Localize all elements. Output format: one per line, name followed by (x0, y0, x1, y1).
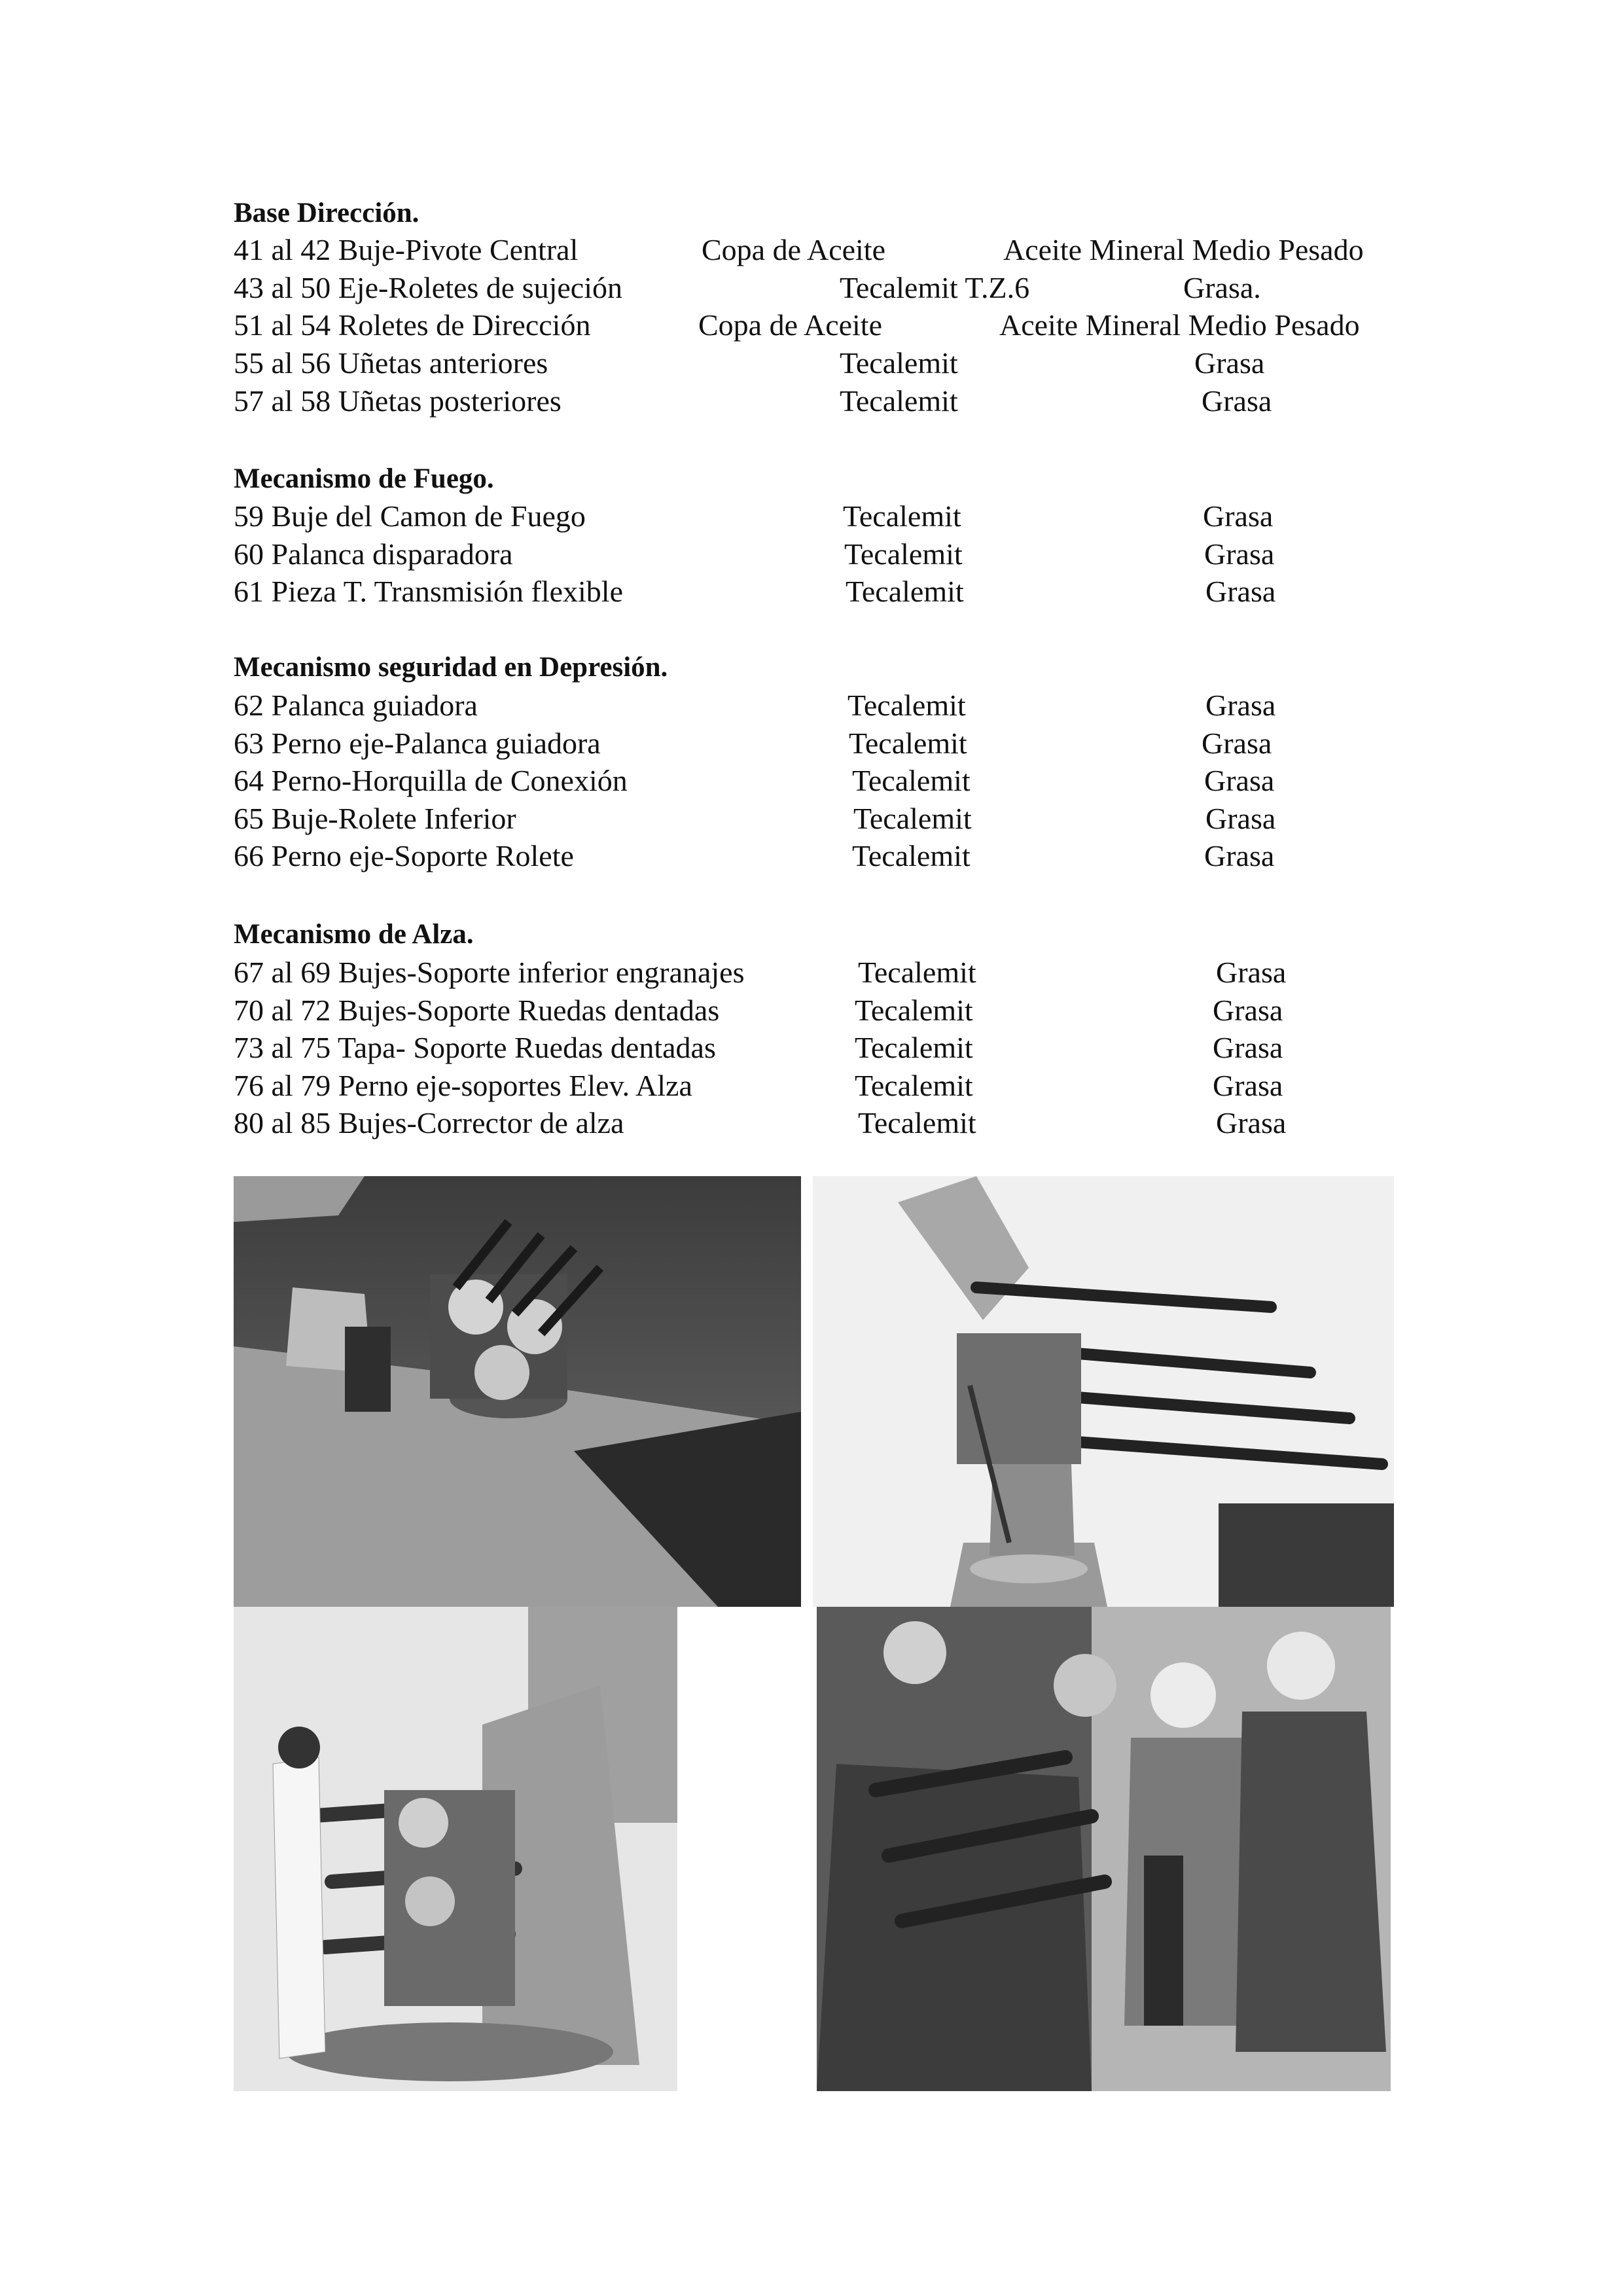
method-cell: Tecalemit (852, 764, 971, 797)
photo-two-sailors-with-gun (817, 1607, 1391, 2091)
table-row (0, 955, 1623, 993)
table-row (0, 763, 1623, 801)
part-cell: 73 al 75 Tapa- Soporte Ruedas dentadas (234, 1031, 716, 1064)
method-cell: Tecalemit (855, 1031, 973, 1064)
table-row (0, 838, 1623, 876)
table-row (0, 1030, 1623, 1068)
table-row (0, 346, 1623, 384)
lubricant-cell: Grasa (1194, 346, 1265, 380)
part-cell: 43 al 50 Eje-Roletes de sujeción (234, 271, 623, 304)
method-cell: Copa de Aceite (702, 233, 886, 266)
part-cell: 70 al 72 Bujes-Soporte Ruedas dentadas (234, 994, 720, 1027)
section-heading-seguridad-depresion: Mecanismo seguridad en Depresión. (234, 652, 668, 683)
method-cell: Tecalemit (840, 346, 958, 380)
table-row (0, 993, 1623, 1031)
photo-deck-gun-at-sea (234, 1176, 801, 1607)
part-cell: 64 Perno-Horquilla de Conexión (234, 764, 628, 797)
lubricant-cell: Grasa (1213, 1069, 1283, 1102)
lubricant-cell: Grasa (1203, 499, 1274, 533)
table-row (0, 801, 1623, 839)
table-row (0, 232, 1623, 270)
part-cell: 66 Perno eje-Soporte Rolete (234, 839, 574, 872)
table-row (0, 499, 1623, 537)
method-cell: Tecalemit (855, 994, 973, 1027)
part-cell: 61 Pieza T. Transmisión flexible (234, 575, 623, 608)
part-cell: 55 al 56 Uñetas anteriores (234, 346, 548, 380)
part-cell: 59 Buje del Camon de Fuego (234, 499, 586, 533)
method-cell: Tecalemit (858, 956, 976, 989)
photo-sailor-operating-gun (234, 1607, 677, 2091)
table-row (0, 574, 1623, 612)
lubricant-cell: Grasa (1205, 689, 1276, 722)
method-cell: Tecalemit (846, 575, 964, 608)
part-cell: 62 Palanca guiadora (234, 689, 478, 722)
section-heading-mecanismo-fuego: Mecanismo de Fuego. (234, 463, 494, 494)
method-cell: Tecalemit (847, 689, 966, 722)
part-cell: 51 al 54 Roletes de Dirección (234, 308, 591, 342)
table-row (0, 270, 1623, 308)
table-row (0, 726, 1623, 764)
lubricant-cell: Grasa (1213, 1031, 1283, 1064)
table-row (0, 688, 1623, 726)
table-row (0, 537, 1623, 575)
lubricant-cell: Aceite Mineral Medio Pesado (999, 308, 1360, 342)
method-cell: Tecalemit (855, 1069, 973, 1102)
lubricant-cell: Grasa (1202, 726, 1272, 760)
lubricant-cell: Grasa (1216, 956, 1287, 989)
part-cell: 63 Perno eje-Palanca guiadora (234, 726, 601, 760)
part-cell: 80 al 85 Bujes-Corrector de alza (234, 1106, 624, 1139)
lubricant-cell: Grasa (1202, 384, 1272, 418)
lubricant-cell: Grasa (1205, 802, 1276, 835)
part-cell: 41 al 42 Buje-Pivote Central (234, 233, 579, 266)
method-cell: Tecalemit (840, 384, 958, 418)
lubricant-cell: Grasa (1204, 764, 1275, 797)
photo-quad-mount-pedestal (813, 1176, 1394, 1607)
method-cell: Tecalemit T.Z.6 (840, 271, 1030, 304)
part-cell: 65 Buje-Rolete Inferior (234, 802, 516, 835)
table-row (0, 308, 1623, 346)
table-row (0, 1105, 1623, 1143)
lubricant-cell: Grasa. (1183, 271, 1261, 304)
method-cell: Tecalemit (843, 499, 961, 533)
part-cell: 60 Palanca disparadora (234, 537, 513, 571)
method-cell: Tecalemit (852, 839, 971, 872)
section-heading-base-direccion: Base Dirección. (234, 198, 419, 228)
method-cell: Tecalemit (844, 537, 963, 571)
part-cell: 67 al 69 Bujes-Soporte inferior engranajes (234, 956, 745, 989)
method-cell: Tecalemit (858, 1106, 976, 1139)
lubricant-cell: Grasa (1216, 1106, 1287, 1139)
lubricant-cell: Aceite Mineral Medio Pesado (1003, 233, 1364, 266)
part-cell: 57 al 58 Uñetas posteriores (234, 384, 562, 418)
lubricant-cell: Grasa (1204, 839, 1275, 872)
method-cell: Copa de Aceite (698, 308, 883, 342)
table-row (0, 384, 1623, 422)
part-cell: 76 al 79 Perno eje-soportes Elev. Alza (234, 1069, 692, 1102)
lubricant-cell: Grasa (1204, 537, 1275, 571)
method-cell: Tecalemit (849, 726, 967, 760)
table-row (0, 1068, 1623, 1106)
lubricant-cell: Grasa (1213, 994, 1283, 1027)
lubricant-cell: Grasa (1205, 575, 1276, 608)
method-cell: Tecalemit (853, 802, 972, 835)
section-heading-mecanismo-alza: Mecanismo de Alza. (234, 919, 474, 950)
